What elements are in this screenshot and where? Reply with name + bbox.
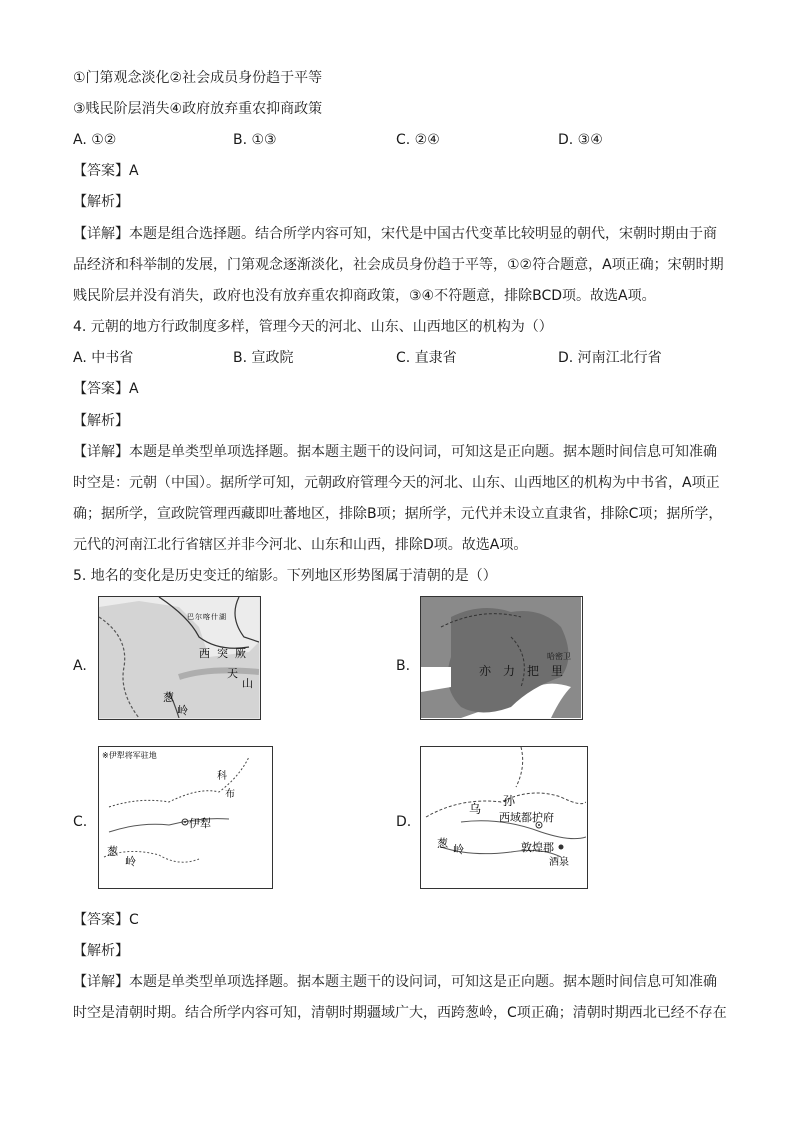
q3-option-c[interactable]: C. ②④	[396, 132, 440, 148]
q5-option-a-label[interactable]: A.	[73, 658, 87, 674]
map-c-label-yili: 伊犁	[189, 817, 211, 830]
q4-option-d[interactable]: D. 河南江北行省	[558, 350, 662, 366]
q4-detail-line2: 时空是：元朝（中国）。据所学可知，元朝政府管理今天的河北、山东、山西地区的机构为中书省，A项正	[73, 475, 720, 491]
map-a-drawing	[99, 597, 259, 718]
map-b-label-hamiwei: 哈密卫	[547, 652, 571, 661]
q3-statement-line1: ①门第观念淡化②社会成员身份趋于平等	[73, 70, 323, 86]
map-d[interactable]	[420, 746, 588, 889]
map-c-header: ※伊犁将军驻地	[102, 751, 157, 760]
map-a-label-tian: 天	[227, 667, 238, 680]
q3-analysis-heading: 【解析】	[73, 194, 129, 210]
map-a-label-cong: 葱	[163, 691, 174, 704]
q4-detail-line4: 元代的河南江北行省辖区并非今河北、山东和山西，排除D项。故选A项。	[73, 537, 528, 553]
q3-detail-line1: 【详解】本题是组合选择题。结合所学内容可知，宋代是中国古代变革比较明显的朝代，宋朝时期由于商	[73, 226, 717, 242]
map-a-label-er: 尔	[195, 613, 202, 621]
map-c[interactable]	[98, 746, 273, 889]
map-a-label-shi: 什	[211, 613, 218, 621]
q4-option-a[interactable]: A. 中书省	[73, 350, 134, 366]
q5-answer: 【答案】C	[73, 912, 139, 928]
map-c-label-ke: 科	[217, 771, 227, 782]
map-a-label-ling: 岭	[177, 704, 188, 717]
q4-analysis-heading: 【解析】	[73, 413, 129, 429]
map-b-label-li: 力	[503, 664, 516, 678]
q4-option-c[interactable]: C. 直隶省	[396, 350, 457, 366]
q3-option-d[interactable]: D. ③④	[558, 132, 603, 148]
map-d-label-dunhuang: 敦煌郡	[521, 841, 554, 854]
map-d-label-ling: 岭	[453, 843, 464, 856]
q5-detail-line1: 【详解】本题是单类型单项选择题。据本题主题干的设问词，可知这是正向题。据本题时间信息可知准确	[73, 974, 717, 990]
map-b-drawing	[421, 597, 581, 718]
map-b-label-yi: 亦	[479, 664, 492, 678]
q5-question: 5. 地名的变化是历史变迁的缩影。下列地区形势图属于清朝的是（）	[73, 568, 497, 584]
map-c-drawing	[99, 747, 271, 887]
q4-detail-line3: 确；据所学，宣政院管理西藏即吐蕃地区，排除B项；据所学，元代并未设立直隶省，排除C项；据所学，	[73, 506, 723, 522]
map-a-label-ba: 巴	[187, 613, 194, 621]
map-a-label-shan: 山	[242, 677, 253, 690]
q4-detail-line1: 【详解】本题是单类型单项选择题。据本题主题干的设问词，可知这是正向题。据本题时间信息可知准确	[73, 444, 717, 460]
q4-question: 4. 元朝的地方行政制度多样，管理今天的河北、山东、山西地区的机构为（）	[73, 319, 553, 335]
map-c-label-ling: 岭	[125, 855, 136, 868]
map-a-label-xi: 西	[199, 647, 210, 660]
q5-option-b-label[interactable]: B.	[396, 658, 411, 674]
q3-statement-line2: ③贱民阶层消失④政府放弃重农抑商政策	[73, 101, 323, 117]
q3-detail-line2: 品经济和科举制的发展，门第观念逐渐淡化，社会成员身份趋于平等，①②符合题意，A项正确；宋朝时期	[73, 257, 724, 273]
q5-option-d-label[interactable]: D.	[396, 814, 412, 830]
map-a-label-hu: 湖	[219, 613, 226, 621]
map-b[interactable]	[420, 596, 583, 720]
map-d-label-jiuquan: 酒泉	[549, 857, 569, 868]
map-b-label-ba: 把	[527, 664, 540, 678]
q3-option-a[interactable]: A. ①②	[73, 132, 117, 148]
map-d-label-wu: 乌	[469, 802, 482, 816]
map-a-label-ka: 喀	[203, 613, 210, 621]
map-d-label-xiyu: 西域都护府	[499, 811, 554, 824]
q5-option-c-label[interactable]: C.	[73, 814, 88, 830]
map-d-label-cong: 葱	[437, 837, 448, 850]
q4-option-b[interactable]: B. 宣政院	[233, 350, 294, 366]
map-d-label-sun: 孙	[503, 794, 516, 808]
map-a-label-tu: 突	[217, 647, 228, 660]
map-c-label-bu: 布	[225, 789, 235, 800]
map-c-label-cong: 葱	[107, 845, 118, 858]
q3-option-b[interactable]: B. ①③	[233, 132, 277, 148]
map-d-drawing	[421, 747, 586, 887]
map-a-label-jue: 厥	[235, 647, 246, 660]
q3-answer: 【答案】A	[73, 163, 139, 179]
q5-analysis-heading: 【解析】	[73, 943, 129, 959]
q5-detail-line2: 时空是清朝时期。结合所学内容可知，清朝时期疆域广大，西跨葱岭，C项正确；清朝时期西北已经不存在	[73, 1005, 727, 1021]
map-a[interactable]	[98, 596, 261, 720]
q3-detail-line3: 贱民阶层并没有消失，政府也没有放弃重农抑商政策，③④不符题意，排除BCD项。故选A项。	[73, 288, 656, 304]
q4-answer: 【答案】A	[73, 381, 139, 397]
map-b-label-li2: 里	[551, 664, 564, 678]
